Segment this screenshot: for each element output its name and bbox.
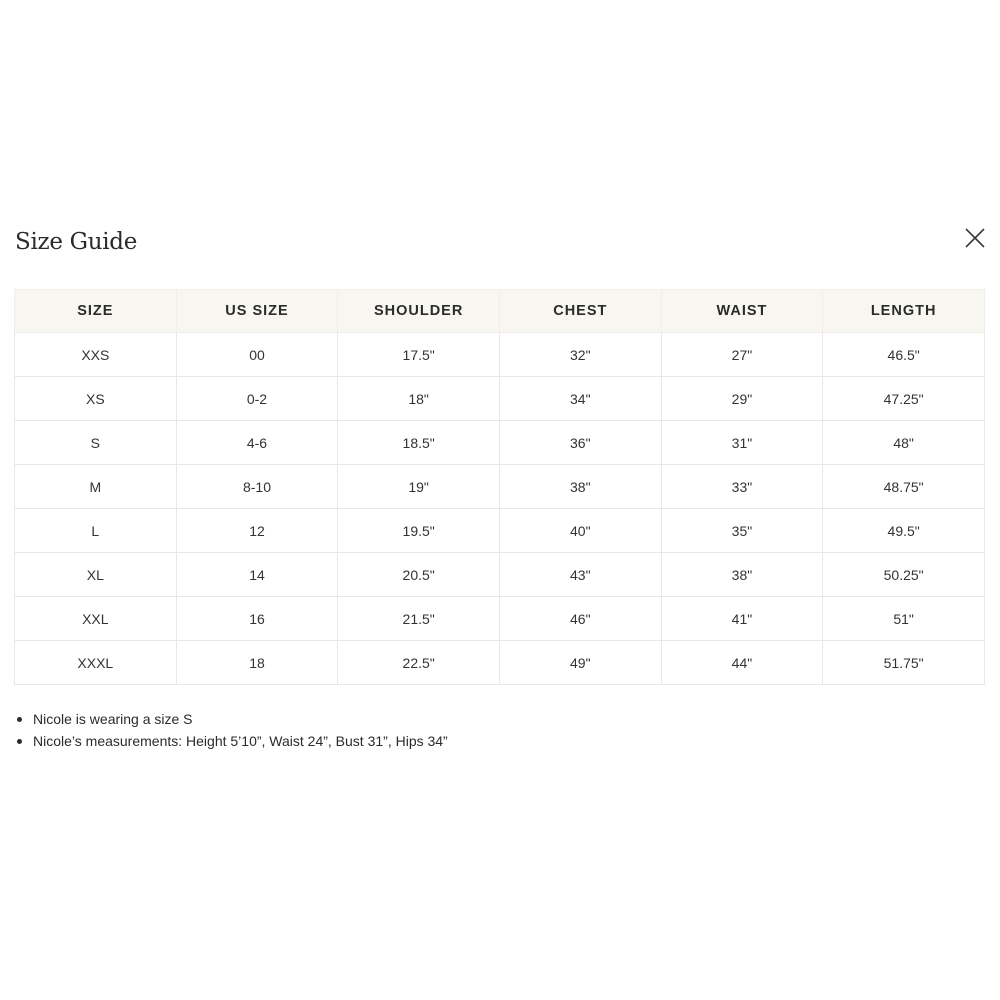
cell-chest: 32" — [499, 333, 661, 377]
cell-us-size: 00 — [176, 333, 338, 377]
cell-us-size: 18 — [176, 641, 338, 685]
cell-size: XXXL — [15, 641, 177, 685]
table-row — [15, 465, 985, 509]
cell-size: L — [15, 509, 177, 553]
cell-length: 51.75" — [823, 641, 985, 685]
cell-size: XXS — [15, 333, 177, 377]
header-shoulder: SHOULDER — [338, 290, 500, 333]
cell-us-size: 12 — [176, 509, 338, 553]
cell-waist: 33" — [661, 465, 823, 509]
cell-waist: 35" — [661, 509, 823, 553]
note-text: Nicole is wearing a size S — [33, 711, 193, 727]
header-us-size: US SIZE — [176, 290, 338, 333]
cell-shoulder: 18" — [338, 377, 500, 421]
list-item — [14, 730, 448, 752]
close-button[interactable] — [962, 225, 988, 251]
cell-waist: 38" — [661, 553, 823, 597]
cell-shoulder: 20.5" — [338, 553, 500, 597]
model-notes-list — [14, 708, 448, 752]
size-chart-table — [14, 289, 985, 685]
table-row — [15, 641, 985, 685]
cell-chest: 36" — [499, 421, 661, 465]
cell-chest: 46" — [499, 597, 661, 641]
cell-us-size: 14 — [176, 553, 338, 597]
bullet-icon — [17, 739, 22, 744]
header-length: LENGTH — [823, 290, 985, 333]
cell-length: 48" — [823, 421, 985, 465]
cell-us-size: 4-6 — [176, 421, 338, 465]
cell-size: XXL — [15, 597, 177, 641]
table-row — [15, 421, 985, 465]
cell-chest: 38" — [499, 465, 661, 509]
cell-length: 46.5" — [823, 333, 985, 377]
table-row — [15, 333, 985, 377]
close-icon — [962, 225, 988, 251]
table-row — [15, 377, 985, 421]
modal-title: Size Guide — [15, 229, 138, 255]
table-row — [15, 597, 985, 641]
header-chest: CHEST — [499, 290, 661, 333]
cell-length: 50.25" — [823, 553, 985, 597]
cell-length: 48.75" — [823, 465, 985, 509]
cell-size: M — [15, 465, 177, 509]
cell-length: 49.5" — [823, 509, 985, 553]
cell-chest: 40" — [499, 509, 661, 553]
list-item — [14, 708, 448, 730]
cell-length: 51" — [823, 597, 985, 641]
table-header-row — [15, 290, 985, 333]
cell-waist: 41" — [661, 597, 823, 641]
cell-waist: 29" — [661, 377, 823, 421]
cell-shoulder: 21.5" — [338, 597, 500, 641]
bullet-icon — [17, 717, 22, 722]
cell-us-size: 16 — [176, 597, 338, 641]
cell-shoulder: 17.5" — [338, 333, 500, 377]
cell-us-size: 0-2 — [176, 377, 338, 421]
cell-size: XS — [15, 377, 177, 421]
cell-chest: 43" — [499, 553, 661, 597]
cell-waist: 44" — [661, 641, 823, 685]
table-row — [15, 553, 985, 597]
table-row — [15, 509, 985, 553]
cell-size: XL — [15, 553, 177, 597]
cell-chest: 34" — [499, 377, 661, 421]
cell-shoulder: 19" — [338, 465, 500, 509]
cell-length: 47.25" — [823, 377, 985, 421]
header-size: SIZE — [15, 290, 177, 333]
cell-us-size: 8-10 — [176, 465, 338, 509]
note-text: Nicole’s measurements: Height 5’10”, Waist 24”, Bust 31”, Hips 34” — [33, 733, 448, 749]
cell-shoulder: 22.5" — [338, 641, 500, 685]
cell-size: S — [15, 421, 177, 465]
cell-shoulder: 19.5" — [338, 509, 500, 553]
header-waist: WAIST — [661, 290, 823, 333]
cell-shoulder: 18.5" — [338, 421, 500, 465]
cell-waist: 31" — [661, 421, 823, 465]
cell-waist: 27" — [661, 333, 823, 377]
cell-chest: 49" — [499, 641, 661, 685]
